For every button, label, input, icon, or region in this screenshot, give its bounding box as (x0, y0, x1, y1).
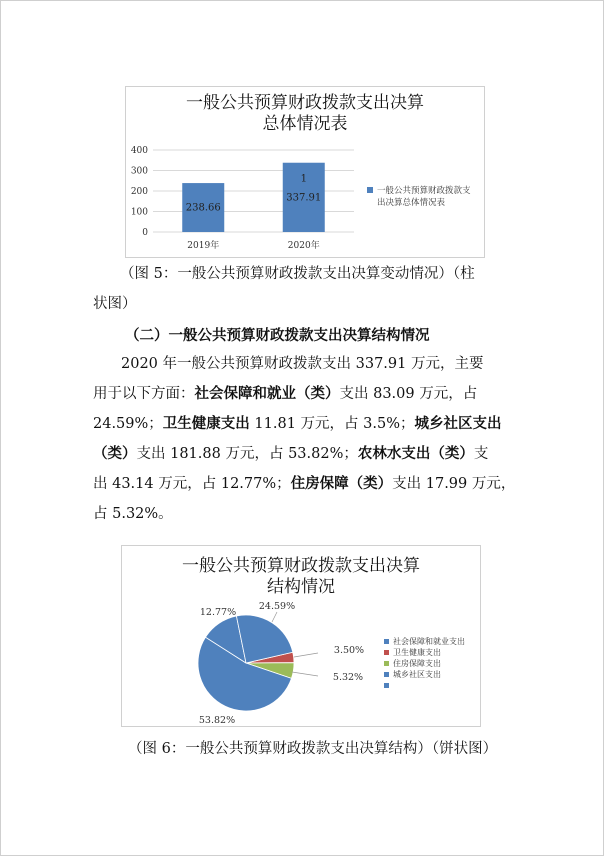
bar-chart-x-tick: 2019年 (187, 241, 220, 251)
pie-legend-swatch (384, 672, 389, 677)
para-line-1: 2020 年一般公共预算财政拨款支出 337.91 万元，主要 (121, 356, 484, 372)
pie-chart-plot (122, 546, 480, 726)
pie-legend-swatch (384, 683, 389, 688)
pie-legend-label: 城乡社区支出 (393, 670, 441, 679)
bar-chart-plot (126, 87, 484, 257)
bar-legend-label-1: 一般公共预算财政拨款支 (377, 186, 471, 196)
bar-chart-y-tick: 400 (130, 146, 148, 156)
bar-chart-x-tick: 2020年 (287, 241, 320, 251)
pie-data-label: 5.32% (332, 672, 364, 683)
bar-data-label: 337.91 (286, 192, 322, 204)
pie-chart-container (121, 545, 481, 727)
section-heading: （二）一般公共预算财政拨款支出决算结构情况 (125, 327, 430, 344)
bar-chart-y-tick: 300 (130, 166, 148, 177)
para-line-2: 用于以下方面：社会保障和就业（类）支出 83.09 万元，占 (93, 385, 478, 402)
pie-chart-title-line1: 一般公共预算财政拨款支出决算 (182, 556, 420, 576)
pie-data-label: 53.82% (198, 715, 236, 726)
pie-chart-title-line2: 结构情况 (267, 577, 335, 597)
bar-data-label: 238.66 (185, 202, 221, 214)
bar-chart-y-tick: 100 (130, 207, 148, 218)
pie-data-label: 12.77% (199, 607, 237, 618)
pie-legend-swatch (384, 661, 389, 666)
pie-leader-line (272, 612, 277, 622)
para-line-4: （类）支出 181.88 万元，占 53.82%；农林水支出（类）支 (93, 445, 489, 462)
pie-data-label: 3.50% (333, 645, 365, 656)
pie-leader-line (292, 672, 318, 676)
bar-chart-y-tick: 200 (130, 187, 148, 197)
bar-legend-label-2: 出决算总体情况表 (377, 198, 446, 208)
pie-legend-label: 住房保障支出 (393, 659, 441, 668)
figure5-caption-line2: 状图） (93, 296, 137, 312)
figure6-caption: （图 6：一般公共预算财政拨款支出决算结构）（饼状图） (128, 741, 498, 757)
bar-chart-y-tick: 0 (142, 228, 148, 238)
bar-chart-container (125, 86, 485, 258)
pie-legend-label: 卫生健康支出 (393, 648, 441, 657)
para-line-5: 出 43.14 万元，占 12.77%；住房保障（类）支出 17.99 万元， (93, 475, 516, 492)
bar-chart-title-line2: 总体情况表 (262, 114, 348, 134)
pie-leader-line (294, 653, 318, 657)
bar-extra-label: 1 (300, 173, 307, 185)
bar-legend-swatch (367, 187, 373, 193)
para-line-6: 占 5.32%。 (93, 506, 173, 522)
pie-legend-swatch (384, 639, 389, 644)
body-paragraph (93, 349, 523, 529)
bar-chart-title-line1: 一般公共预算财政拨款支出决算 (186, 93, 424, 113)
pie-data-label: 24.59% (258, 601, 296, 612)
pie-legend-swatch (384, 650, 389, 655)
figure5-caption-line1: （图 5：一般公共预算财政拨款支出决算变动情况）（柱 (120, 266, 475, 282)
pie-legend-label: 社会保障和就业支出 (393, 637, 465, 646)
para-line-3: 24.59%；卫生健康支出 11.81 万元，占 3.5%；城乡社区支出 (93, 415, 502, 432)
